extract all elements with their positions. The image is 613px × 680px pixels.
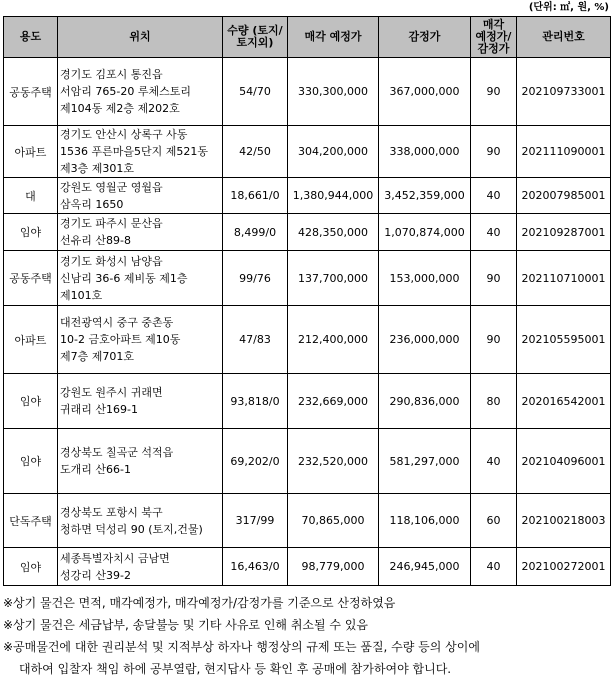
cell-ratio: 40 — [471, 214, 517, 251]
cell-appraisal: 338,000,000 — [379, 126, 471, 178]
note: 대하여 입찰자 책임 하에 공부열람, 현지답사 등 확인 후 공매에 참가하여야 합니다. — [19, 662, 452, 676]
table-row — [4, 126, 611, 178]
cell-id: 202105595001 — [517, 306, 611, 374]
table-row — [4, 548, 611, 586]
note: ※상기 물건은 세금납부, 송달불능 및 기타 사유로 인해 취소될 수 있음 — [3, 618, 369, 632]
cell-sale-price: 1,380,944,000 — [288, 178, 379, 214]
table-header-row — [4, 17, 611, 58]
header-quantity: 수량 (토지/ 토지외) — [223, 17, 288, 58]
property-table — [3, 16, 611, 586]
cell-sale-price: 304,200,000 — [288, 126, 379, 178]
cell-id: 202007985001 — [517, 178, 611, 214]
cell-location: 강원도 영월군 영월읍 삼옥리 1650 — [58, 178, 223, 214]
cell-id: 202111090001 — [517, 126, 611, 178]
cell-use: 공동주택 — [4, 251, 58, 306]
cell-use: 임야 — [4, 429, 58, 494]
cell-sale-price: 428,350,000 — [288, 214, 379, 251]
cell-location: 강원도 원주시 귀래면 귀래리 산169-1 — [58, 374, 223, 429]
cell-quantity: 16,463/0 — [223, 548, 288, 586]
cell-ratio: 60 — [471, 494, 517, 548]
header-use: 용도 — [4, 17, 58, 58]
cell-appraisal: 367,000,000 — [379, 58, 471, 126]
cell-quantity: 18,661/0 — [223, 178, 288, 214]
cell-quantity: 8,499/0 — [223, 214, 288, 251]
table-row — [4, 494, 611, 548]
table-row — [4, 374, 611, 429]
cell-appraisal: 290,836,000 — [379, 374, 471, 429]
cell-ratio: 90 — [471, 306, 517, 374]
cell-appraisal: 246,945,000 — [379, 548, 471, 586]
header-location: 위치 — [58, 17, 223, 58]
cell-id: 202104096001 — [517, 429, 611, 494]
note: ※공매물건에 대한 권리분석 및 지적부상 하자나 행정상의 규제 또는 품질, 수량 등의 상이에 — [3, 640, 480, 654]
cell-ratio: 80 — [471, 374, 517, 429]
cell-sale-price: 70,865,000 — [288, 494, 379, 548]
cell-sale-price: 98,779,000 — [288, 548, 379, 586]
cell-sale-price: 330,300,000 — [288, 58, 379, 126]
cell-appraisal: 118,106,000 — [379, 494, 471, 548]
cell-appraisal: 3,452,359,000 — [379, 178, 471, 214]
cell-sale-price: 137,700,000 — [288, 251, 379, 306]
cell-ratio: 90 — [471, 251, 517, 306]
header-ratio: 매각 예정가/ 감정가 — [471, 17, 517, 58]
cell-use: 단독주택 — [4, 494, 58, 548]
cell-location: 경상북도 칠곡군 석적읍 도개리 산66-1 — [58, 429, 223, 494]
cell-appraisal: 153,000,000 — [379, 251, 471, 306]
cell-sale-price: 212,400,000 — [288, 306, 379, 374]
cell-location: 대전광역시 중구 중촌동 10-2 금호아파트 제10동 제7층 제701호 — [58, 306, 223, 374]
header-sale-price: 매각 예정가 — [288, 17, 379, 58]
cell-id: 202016542001 — [517, 374, 611, 429]
cell-id: 202100218003 — [517, 494, 611, 548]
cell-use: 임야 — [4, 374, 58, 429]
cell-location: 세종특별자치시 금남면 성강리 산39-2 — [58, 548, 223, 586]
table-row — [4, 58, 611, 126]
cell-quantity: 54/70 — [223, 58, 288, 126]
cell-id: 202109287001 — [517, 214, 611, 251]
cell-ratio: 40 — [471, 548, 517, 586]
notes — [3, 592, 610, 680]
cell-appraisal: 236,000,000 — [379, 306, 471, 374]
cell-location: 경상북도 포항시 북구 청하면 덕성리 90 (토지,건물) — [58, 494, 223, 548]
cell-id: 202110710001 — [517, 251, 611, 306]
cell-use: 임야 — [4, 214, 58, 251]
cell-quantity: 93,818/0 — [223, 374, 288, 429]
cell-use: 아파트 — [4, 126, 58, 178]
note: ※상기 물건은 면적, 매각예정가, 매각예정가/감정가를 기준으로 산정하였음 — [3, 596, 396, 610]
cell-use: 아파트 — [4, 306, 58, 374]
table-row — [4, 178, 611, 214]
cell-ratio: 40 — [471, 178, 517, 214]
table-row — [4, 429, 611, 494]
cell-ratio: 40 — [471, 429, 517, 494]
cell-location: 경기도 화성시 남양읍 신남리 36-6 제비동 제1층 제101호 — [58, 251, 223, 306]
header-appraisal: 감정가 — [379, 17, 471, 58]
table-row — [4, 306, 611, 374]
cell-appraisal: 581,297,000 — [379, 429, 471, 494]
table-row — [4, 214, 611, 251]
cell-id: 202100272001 — [517, 548, 611, 586]
cell-ratio: 90 — [471, 58, 517, 126]
cell-quantity: 99/76 — [223, 251, 288, 306]
cell-use: 공동주택 — [4, 58, 58, 126]
unit-label: (단위: ㎡, 원, %) — [528, 2, 609, 13]
cell-sale-price: 232,669,000 — [288, 374, 379, 429]
cell-appraisal: 1,070,874,000 — [379, 214, 471, 251]
cell-quantity: 317/99 — [223, 494, 288, 548]
header-id: 관리번호 — [517, 17, 611, 58]
cell-quantity: 69,202/0 — [223, 429, 288, 494]
cell-ratio: 90 — [471, 126, 517, 178]
cell-sale-price: 232,520,000 — [288, 429, 379, 494]
cell-id: 202109733001 — [517, 58, 611, 126]
cell-location: 경기도 안산시 상록구 사동 1536 푸른마을5단지 제521동 제3층 제301호 — [58, 126, 223, 178]
cell-location: 경기도 김포시 통진읍 서암리 765-20 루체스토리 제104동 제2층 제202호 — [58, 58, 223, 126]
cell-location: 경기도 파주시 문산읍 선유리 산89-8 — [58, 214, 223, 251]
cell-quantity: 47/83 — [223, 306, 288, 374]
table-row — [4, 251, 611, 306]
cell-quantity: 42/50 — [223, 126, 288, 178]
cell-use: 임야 — [4, 548, 58, 586]
cell-use: 대 — [4, 178, 58, 214]
